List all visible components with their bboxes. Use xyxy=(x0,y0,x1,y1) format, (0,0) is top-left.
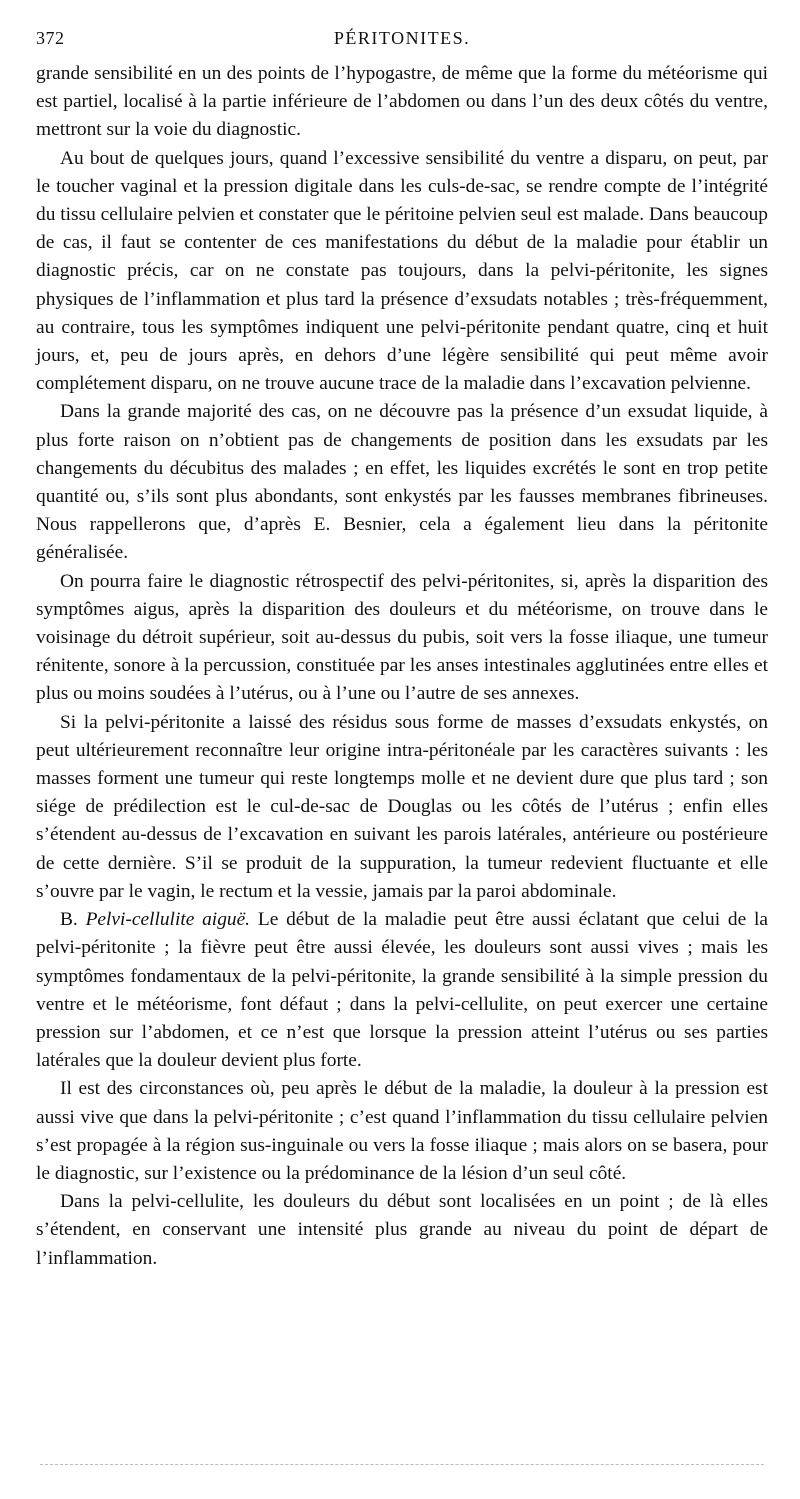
section-b-text: Le début de la maladie peut être aussi éclatant que celui de la pelvi-péritonite ; la fièvre peut être aussi élevée, les douleurs sont aussi vives ; mais les symptômes fondamentaux de la pelvi-péritonite, la grande sensibilité à la simple pression du ventre et le météorisme, font défaut ; dans la pelvi-cellulite, on peut exercer une certaine pression sur l’abdomen, et ce n’est que lorsque la pression atteint l’utérus ou ses parties latérales que la douleur devient plus forte. xyxy=(36,909,768,1072)
book-page xyxy=(36,28,768,1273)
paragraph-3: Dans la grande majorité des cas, on ne découvre pas la présence d’un exsudat liquide, à plus forte raison on n’obtient pas de changements de position dans les exsudats par les changements du décubitus des malades ; en effet, les liquides excrétés le sont en trop petite quantité ou, s’ils sont plus abondants, sont enkystés par les fausses membranes fibrineuses. Nous rappellerons que, d’après E. Besnier, cela a également lieu dans la péritonite généralisée. xyxy=(36,401,768,564)
paragraph-4: On pourra faire le diagnostic rétrospectif des pelvi-péritonites, si, après la disparition des symptômes aigus, après la disparition des douleurs et du météorisme, on trouve dans le voisinage du détroit supérieur, soit au-dessus du pubis, soit vers la fosse iliaque, une tumeur rénitente, sonore à la percussion, constituée par les anses intestinales agglutinées entre elles et plus ou moins soudées à l’utérus, ou à l’une ou l’autre de ses annexes. xyxy=(36,570,768,705)
paragraph-1: grande sensibilité en un des points de l’hypogastre, de même que la forme du météorisme qui est partiel, localisé à la partie inférieure de l’abdomen ou dans l’un des deux côtés du ventre, mettront sur la voie du diagnostic. xyxy=(36,63,768,141)
paragraph-5: Si la pelvi-péritonite a laissé des résidus sous forme de masses d’exsudats enkystés, on peut ultérieurement reconnaître leur origine intra-péritonéale par les caractères suivants : les masses forment une tumeur qui reste longtemps molle et ne devient dure que plus tard ; son siége de prédilection est le cul-de-sac de Douglas ou les côtés de l’utérus ; enfin elles s’étendent au-dessus de l’excavation en suivant les parois latérales, antérieure ou postérieure de cette dernière. S’il se produit de la suppuration, la tumeur redevient fluctuante et elle s’ouvre par le vagin, le rectum et la vessie, jamais par la paroi abdominale. xyxy=(36,711,768,902)
paragraph-2: Au bout de quelques jours, quand l’excessive sensibilité du ventre a disparu, on peut, par le toucher vaginal et la pression digitale dans les culs-de-sac, se rendre compte de l’intégrité du tissu cellulaire pelvien et constater que le péritoine pelvien seul est malade. Dans beaucoup de cas, il faut se contenter de ces manifestations du début de la maladie pour établir un diagnostic précis, car on ne constate pas toujours, dans la pelvi-péritonite, les signes physiques de l’inflammation et plus tard la présence d’exsudats notables ; très-fréquemment, au contraire, tous les symptômes indiquent une pelvi-péritonite pendant quatre, cinq et huit jours, et, peu de jours après, en dehors d’une légère sensibilité qui peut même avoir complétement disparu, on ne trouve aucune trace de la maladie dans l’excavation pelvienne. xyxy=(36,147,768,395)
page-body xyxy=(36,60,768,1273)
page-number: 372 xyxy=(36,28,65,48)
paragraph-7: Dans la pelvi-cellulite, les douleurs du début sont localisées en un point ; de là elles s’étendent, en conservant une intensité plus grande au niveau du point de départ de l’inflammation. xyxy=(36,1191,768,1269)
section-b-title: Pelvi-cellulite aiguë. xyxy=(85,909,251,931)
running-title: PÉRITONITES. xyxy=(333,28,471,48)
section-b-paragraph xyxy=(36,906,768,1075)
running-header xyxy=(36,28,768,54)
bottom-rule xyxy=(40,1464,764,1465)
section-b-lead: B. xyxy=(60,909,78,931)
paragraph-6: Il est des circonstances où, peu après le début de la maladie, la douleur à la pression est aussi vive que dans la pelvi-péritonite ; c’est quand l’inflammation du tissu cellulaire pelvien s’est propagée à la région sus-inguinale ou vers la fosse iliaque ; mais alors on se basera, pour le diagnostic, sur l’existence ou la prédominance de la lésion d’un seul côté. xyxy=(36,1078,768,1184)
